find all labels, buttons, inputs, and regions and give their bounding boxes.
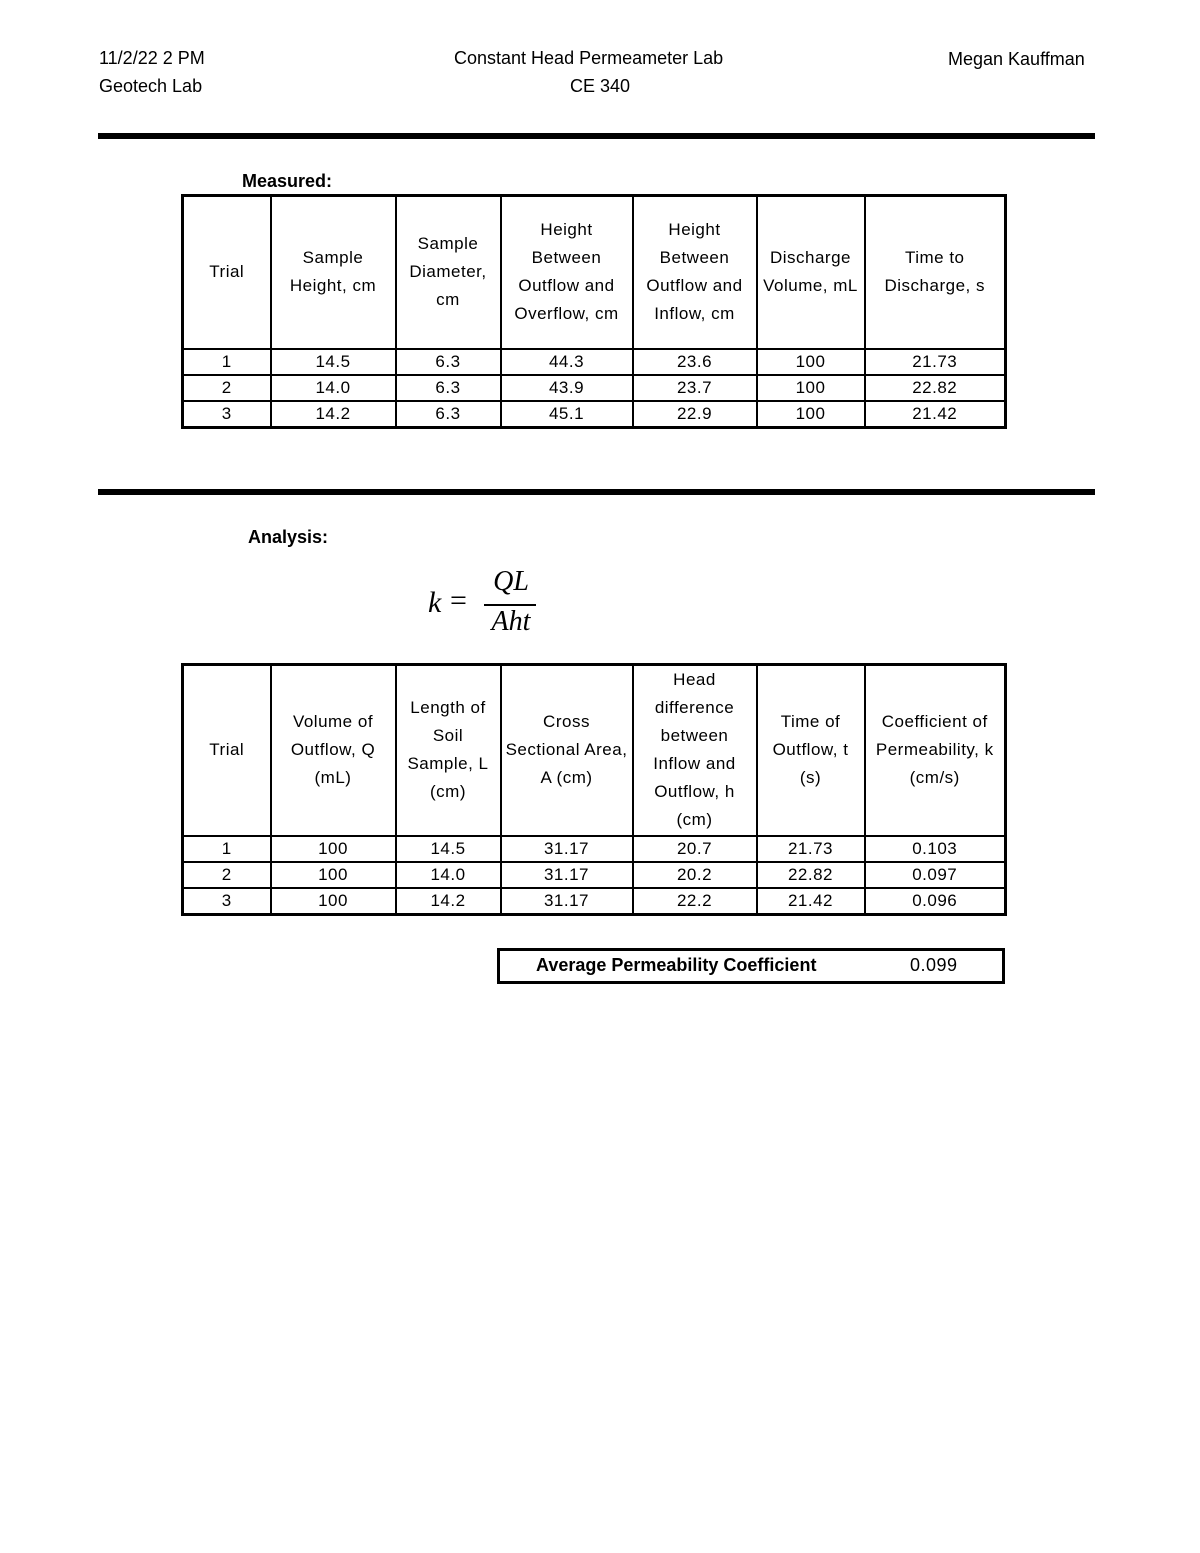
measured-label: Measured: [242, 171, 333, 191]
table-cell: 14.2 [396, 888, 501, 915]
analysis-label: Analysis: [248, 527, 329, 547]
table-cell: 31.17 [501, 888, 633, 915]
table-cell: 45.1 [501, 401, 633, 428]
table-row [183, 349, 1006, 375]
table-cell: 22.82 [865, 375, 1006, 401]
document-title: Constant Head Permeameter Lab [454, 48, 724, 68]
formula-denominator: Aht [491, 606, 531, 637]
measured-table [181, 194, 1007, 429]
table-row [183, 888, 1006, 915]
table-cell: 3 [183, 888, 271, 915]
table-cell: 100 [757, 375, 865, 401]
table-cell: 31.17 [501, 862, 633, 888]
analysis-col-length-sample: Length of Soil Sample, L (cm) [396, 665, 501, 836]
header-lab: Geotech Lab [99, 76, 203, 96]
table-row [183, 375, 1006, 401]
analysis-col-head-difference: Head difference between Inflow and Outflow, h (cm) [633, 665, 757, 836]
table-cell: 21.42 [757, 888, 865, 915]
average-label: Average Permeability Coefficient [536, 955, 817, 975]
course-code: CE 340 [570, 76, 631, 96]
analysis-col-trial: Trial [183, 665, 271, 836]
table-cell: 100 [271, 836, 396, 862]
formula-numerator: QL [493, 566, 529, 597]
analysis-col-coefficient: Coefficient of Permeability, k (cm/s) [865, 665, 1006, 836]
analysis-col-time-outflow: Time of Outflow, t (s) [757, 665, 865, 836]
table-cell: 100 [757, 349, 865, 375]
table-cell: 21.73 [865, 349, 1006, 375]
table-cell: 0.096 [865, 888, 1006, 915]
table-cell: 23.6 [633, 349, 757, 375]
analysis-header-row [183, 665, 1006, 836]
author-name: Megan Kauffman [948, 49, 1085, 69]
table-cell: 0.103 [865, 836, 1006, 862]
table-cell: 1 [183, 349, 271, 375]
measured-col-sample-height: Sample Height, cm [271, 196, 396, 349]
table-cell: 44.3 [501, 349, 633, 375]
table-cell: 6.3 [396, 401, 501, 428]
table-cell: 43.9 [501, 375, 633, 401]
table-cell: 0.097 [865, 862, 1006, 888]
table-cell: 21.73 [757, 836, 865, 862]
table-cell: 22.2 [633, 888, 757, 915]
table-cell: 100 [271, 862, 396, 888]
measured-col-time-to-discharge: Time to Discharge, s [865, 196, 1006, 349]
table-cell: 23.7 [633, 375, 757, 401]
table-cell: 14.0 [396, 862, 501, 888]
table-row [183, 401, 1006, 428]
analysis-col-volume-outflow: Volume of Outflow, Q (mL) [271, 665, 396, 836]
measured-col-discharge-volume: Discharge Volume, mL [757, 196, 865, 349]
table-cell: 6.3 [396, 375, 501, 401]
analysis-table [181, 663, 1007, 916]
table-cell: 6.3 [396, 349, 501, 375]
table-cell: 2 [183, 862, 271, 888]
table-cell: 100 [271, 888, 396, 915]
header-date: 11/2/22 2 PM [99, 48, 205, 68]
table-cell: 20.7 [633, 836, 757, 862]
measured-col-height-outflow-overflow: Height Between Outflow and Overflow, cm [501, 196, 633, 349]
measured-header-row [183, 196, 1006, 349]
table-row [183, 862, 1006, 888]
formula-equals: = [450, 584, 467, 617]
table-cell: 3 [183, 401, 271, 428]
table-row [183, 836, 1006, 862]
table-cell: 22.82 [757, 862, 865, 888]
table-cell: 1 [183, 836, 271, 862]
table-cell: 21.42 [865, 401, 1006, 428]
table-cell: 22.9 [633, 401, 757, 428]
table-cell: 31.17 [501, 836, 633, 862]
table-cell: 14.5 [396, 836, 501, 862]
table-cell: 14.5 [271, 349, 396, 375]
measured-col-sample-diameter: Sample Diameter, cm [396, 196, 501, 349]
table-cell: 20.2 [633, 862, 757, 888]
divider-top [98, 133, 1095, 139]
average-coefficient-box [497, 948, 1005, 984]
table-cell: 100 [757, 401, 865, 428]
divider-middle [98, 489, 1095, 495]
formula-lhs: k [428, 586, 442, 619]
average-value: 0.099 [910, 955, 958, 975]
measured-col-height-outflow-inflow: Height Between Outflow and Inflow, cm [633, 196, 757, 349]
table-cell: 2 [183, 375, 271, 401]
analysis-col-cross-area: Cross Sectional Area, A (cm) [501, 665, 633, 836]
measured-col-trial: Trial [183, 196, 271, 349]
table-cell: 14.2 [271, 401, 396, 428]
table-cell: 14.0 [271, 375, 396, 401]
